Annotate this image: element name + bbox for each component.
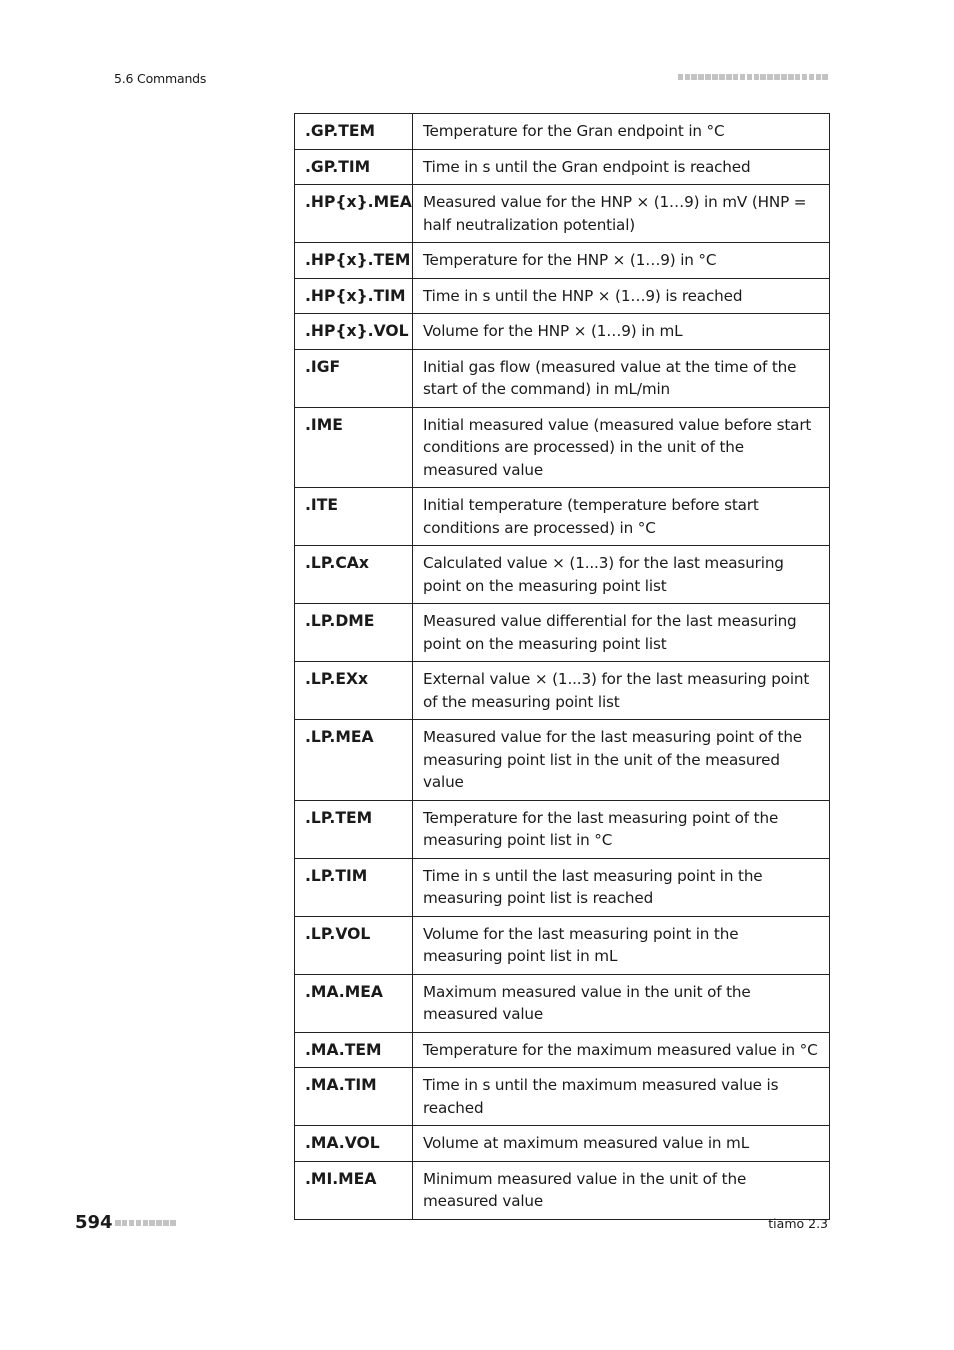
variable-name-cell: .MA.VOL bbox=[295, 1126, 413, 1162]
decorative-square bbox=[747, 74, 753, 80]
decorative-square bbox=[795, 74, 801, 80]
variable-name-cell: .LP.MEA bbox=[295, 720, 413, 801]
table-row bbox=[295, 1161, 830, 1219]
decorative-square bbox=[774, 74, 780, 80]
decorative-square bbox=[115, 1220, 121, 1226]
decorative-square bbox=[781, 74, 787, 80]
variable-name-cell: .MA.MEA bbox=[295, 974, 413, 1032]
variable-name-cell: .LP.TEM bbox=[295, 800, 413, 858]
table-row bbox=[295, 278, 830, 314]
table-row bbox=[295, 314, 830, 350]
decorative-square bbox=[726, 74, 732, 80]
table-row bbox=[295, 407, 830, 488]
decorative-square bbox=[809, 74, 815, 80]
table-row bbox=[295, 800, 830, 858]
product-name: tiamo 2.3 bbox=[768, 1216, 828, 1231]
decorative-square bbox=[760, 74, 766, 80]
variable-description-cell: Time in s until the HNP × (1…9) is reached bbox=[413, 278, 830, 314]
decorative-square bbox=[719, 74, 725, 80]
page-number: 594 bbox=[75, 1212, 113, 1233]
decorative-square bbox=[788, 74, 794, 80]
decorative-square bbox=[767, 74, 773, 80]
decorative-square bbox=[740, 74, 746, 80]
variable-description-cell: Time in s until the Gran endpoint is reached bbox=[413, 149, 830, 185]
running-header-section: 5.6 Commands bbox=[114, 71, 207, 86]
variable-description-cell: Temperature for the last measuring point of the measuring point list in °C bbox=[413, 800, 830, 858]
variable-name-cell: .HP{x}.VOL bbox=[295, 314, 413, 350]
command-variables-table bbox=[294, 113, 830, 1220]
footer-decoration bbox=[115, 1220, 176, 1226]
variable-name-cell: .IME bbox=[295, 407, 413, 488]
table-row bbox=[295, 1126, 830, 1162]
decorative-square bbox=[685, 74, 691, 80]
table-row bbox=[295, 1032, 830, 1068]
decorative-square bbox=[691, 74, 697, 80]
variable-description-cell: Measured value for the last measuring point of the measuring point list in the unit of the measured value bbox=[413, 720, 830, 801]
decorative-square bbox=[712, 74, 718, 80]
decorative-square bbox=[698, 74, 704, 80]
variable-description-cell: Temperature for the HNP × (1…9) in °C bbox=[413, 243, 830, 279]
decorative-square bbox=[129, 1220, 135, 1226]
variable-description-cell: Calculated value × (1...3) for the last measuring point on the measuring point list bbox=[413, 546, 830, 604]
variable-name-cell: .GP.TEM bbox=[295, 114, 413, 150]
table-row bbox=[295, 858, 830, 916]
decorative-square bbox=[802, 74, 808, 80]
decorative-square bbox=[122, 1220, 128, 1226]
table-body bbox=[295, 114, 830, 1220]
variable-name-cell: .LP.VOL bbox=[295, 916, 413, 974]
variable-description-cell: Initial temperature (temperature before start conditions are processed) in °C bbox=[413, 488, 830, 546]
table-row bbox=[295, 243, 830, 279]
table-row bbox=[295, 916, 830, 974]
variable-name-cell: .LP.DME bbox=[295, 604, 413, 662]
variable-description-cell: Temperature for the Gran endpoint in °C bbox=[413, 114, 830, 150]
variable-description-cell: Minimum measured value in the unit of the measured value bbox=[413, 1161, 830, 1219]
table-row bbox=[295, 546, 830, 604]
variable-name-cell: .IGF bbox=[295, 349, 413, 407]
variable-description-cell: Measured value for the HNP × (1…9) in mV (HNP = half neutralization potential) bbox=[413, 185, 830, 243]
decorative-square bbox=[163, 1220, 169, 1226]
variable-description-cell: Volume for the HNP × (1…9) in mL bbox=[413, 314, 830, 350]
decorative-square bbox=[822, 74, 828, 80]
decorative-square bbox=[705, 74, 711, 80]
table-row bbox=[295, 488, 830, 546]
variable-description-cell: Initial gas flow (measured value at the time of the start of the command) in mL/min bbox=[413, 349, 830, 407]
decorative-square bbox=[678, 74, 684, 80]
table-row bbox=[295, 349, 830, 407]
variable-name-cell: .HP{x}.TEM bbox=[295, 243, 413, 279]
table-row bbox=[295, 114, 830, 150]
variable-name-cell: .LP.EXx bbox=[295, 662, 413, 720]
decorative-square bbox=[754, 74, 760, 80]
decorative-square bbox=[136, 1220, 142, 1226]
table-row bbox=[295, 604, 830, 662]
decorative-square bbox=[156, 1220, 162, 1226]
table-row bbox=[295, 185, 830, 243]
variable-description-cell: Initial measured value (measured value before start conditions are processed) in the unit of the measured value bbox=[413, 407, 830, 488]
variable-name-cell: .HP{x}.TIM bbox=[295, 278, 413, 314]
table-row bbox=[295, 149, 830, 185]
variable-name-cell: .MA.TEM bbox=[295, 1032, 413, 1068]
decorative-square bbox=[170, 1220, 176, 1226]
variable-description-cell: Volume at maximum measured value in mL bbox=[413, 1126, 830, 1162]
variable-name-cell: .LP.CAx bbox=[295, 546, 413, 604]
decorative-square bbox=[143, 1220, 149, 1226]
variable-name-cell: .LP.TIM bbox=[295, 858, 413, 916]
variable-name-cell: .ITE bbox=[295, 488, 413, 546]
variable-name-cell: .HP{x}.MEA bbox=[295, 185, 413, 243]
variable-name-cell: .MI.MEA bbox=[295, 1161, 413, 1219]
variable-description-cell: External value × (1...3) for the last measuring point of the measuring point list bbox=[413, 662, 830, 720]
variable-description-cell: Temperature for the maximum measured value in °C bbox=[413, 1032, 830, 1068]
variable-name-cell: .MA.TIM bbox=[295, 1068, 413, 1126]
variable-description-cell: Time in s until the last measuring point in the measuring point list is reached bbox=[413, 858, 830, 916]
table-row bbox=[295, 720, 830, 801]
decorative-square bbox=[816, 74, 822, 80]
variable-description-cell: Time in s until the maximum measured value is reached bbox=[413, 1068, 830, 1126]
variable-description-cell: Volume for the last measuring point in the measuring point list in mL bbox=[413, 916, 830, 974]
table-row bbox=[295, 1068, 830, 1126]
variable-name-cell: .GP.TIM bbox=[295, 149, 413, 185]
variable-description-cell: Maximum measured value in the unit of the measured value bbox=[413, 974, 830, 1032]
header-decoration bbox=[678, 74, 828, 80]
table-row bbox=[295, 662, 830, 720]
decorative-square bbox=[149, 1220, 155, 1226]
table-row bbox=[295, 974, 830, 1032]
variable-description-cell: Measured value differential for the last measuring point on the measuring point list bbox=[413, 604, 830, 662]
decorative-square bbox=[733, 74, 739, 80]
